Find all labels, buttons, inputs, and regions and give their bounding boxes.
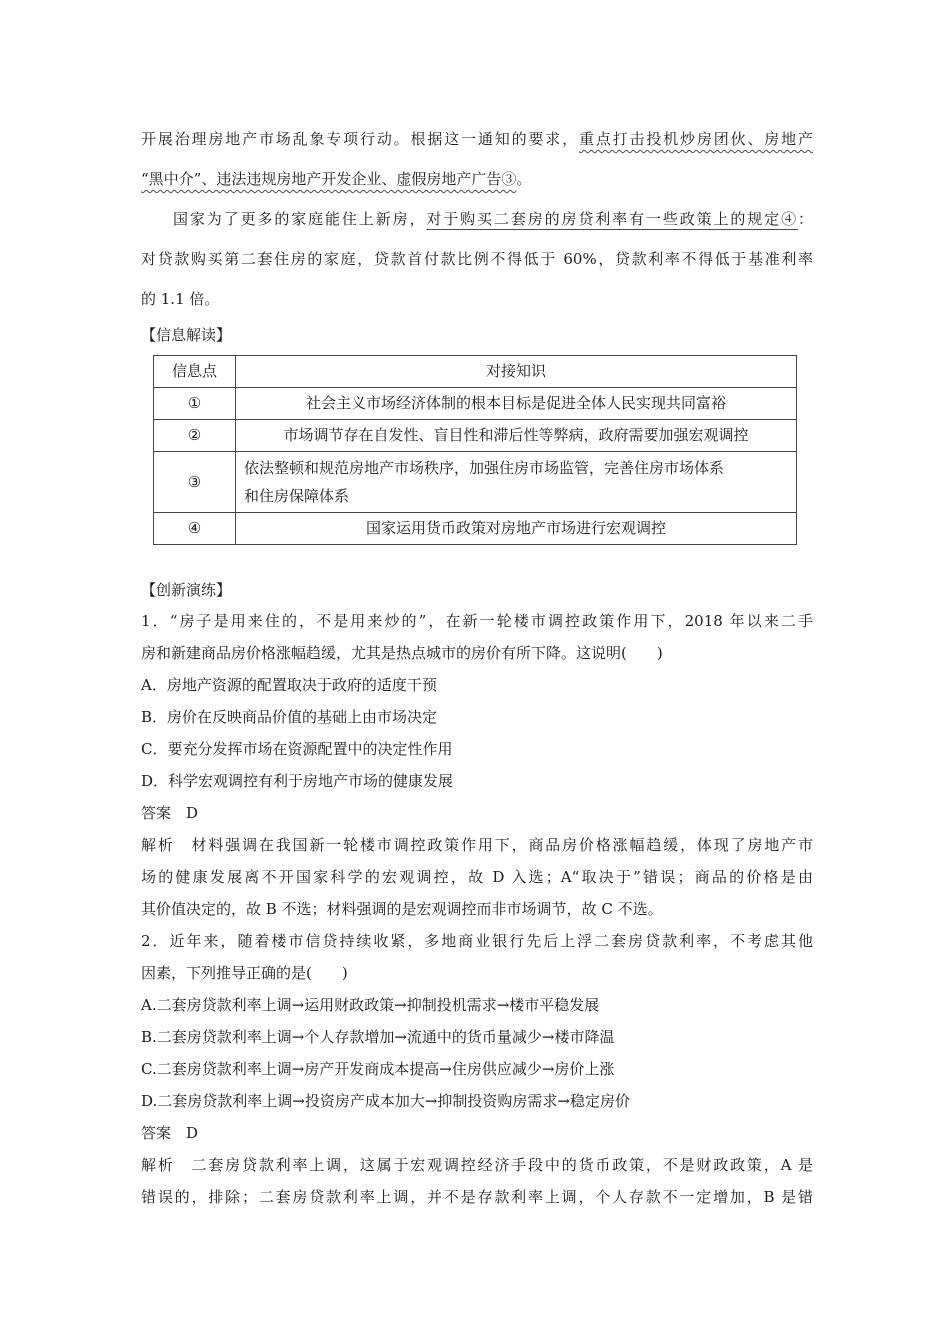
knowledge-line: 依法整顿和规范房地产市场秩序，加强住房市场监管，完善住房市场体系 bbox=[244, 459, 725, 477]
q2-answer: 答案 D bbox=[141, 1124, 199, 1142]
underlined-text: 对于购买二套房的房贷利率有一些政策上的规定④ bbox=[426, 210, 798, 228]
info-section-title: 【信息解读】 bbox=[141, 326, 232, 344]
info-point-cell: ③ bbox=[154, 452, 236, 513]
passage-text: ： bbox=[797, 210, 813, 228]
q1-option-b: B．房价在反映商品价值的基础上由市场决定 bbox=[141, 708, 438, 726]
knowledge-cell: 市场调节存在自发性、盲目性和滞后性等弊病，政府需要加强宏观调控 bbox=[236, 420, 797, 452]
q2-option-d: D.二套房贷款利率上调→投资房产成本加大→抑制投资购房需求→稳定房价 bbox=[141, 1092, 630, 1110]
passage-text: 。 bbox=[516, 170, 532, 188]
q1-option-d: D．科学宏观调控有利于房地产市场的健康发展 bbox=[141, 772, 454, 790]
q1-analysis-line-2: 场的健康发展离不开国家科学的宏观调控，故 D 入选；A“取决于”错误；商品的价格是由 bbox=[141, 868, 813, 886]
info-point-cell: ④ bbox=[154, 513, 236, 545]
info-point-cell: ② bbox=[154, 420, 236, 452]
wavy-underlined-text: “黑中介”、违法违规房地产开发企业、虚假房地产广告③ bbox=[141, 170, 517, 188]
passage-line-1 bbox=[141, 128, 813, 150]
table-row bbox=[154, 513, 797, 545]
practice-section-title: 【创新演练】 bbox=[141, 581, 232, 599]
passage-line-4: 对贷款购买第二套住房的家庭，贷款首付款比例不得低于 60%，贷款利率不得低于基准利率 bbox=[141, 250, 813, 268]
table-row bbox=[154, 452, 797, 513]
header-knowledge: 对接知识 bbox=[236, 356, 797, 388]
q2-option-b: B.二套房贷款利率上调→个人存款增加→流通中的货币量减少→楼市降温 bbox=[141, 1028, 615, 1046]
knowledge-cell: 国家运用货币政策对房地产市场进行宏观调控 bbox=[236, 513, 797, 545]
q2-stem-line-2: 因素，下列推导正确的是( ) bbox=[141, 964, 348, 982]
info-table bbox=[153, 355, 797, 545]
q2-stem-line-1: 2．近年来，随着楼市信贷持续收紧，多地商业银行先后上浮二套房贷款利率，不考虑其他 bbox=[141, 932, 813, 950]
q1-analysis-line-1: 解析 材料强调在我国新一轮楼市调控政策作用下，商品房价格涨幅趋缓，体现了房地产市 bbox=[141, 836, 813, 854]
knowledge-cell: 社会主义市场经济体制的根本目标是促进全体人民实现共同富裕 bbox=[236, 388, 797, 420]
q1-option-c: C．要充分发挥市场在资源配置中的决定性作用 bbox=[141, 740, 453, 758]
knowledge-cell bbox=[236, 452, 797, 513]
q2-option-c: C.二套房贷款利率上调→房产开发商成本提高→住房供应减少→房价上涨 bbox=[141, 1060, 615, 1078]
q1-stem-line-2: 房和新建商品房价格涨幅趋缓，尤其是热点城市的房价有所下降。这说明( ) bbox=[141, 644, 663, 662]
table-row bbox=[154, 420, 797, 452]
header-info-point: 信息点 bbox=[154, 356, 236, 388]
passage-text: 开展治理房地产市场乱象专项行动。根据这一通知的要求， bbox=[141, 130, 579, 148]
q2-option-a: A.二套房贷款利率上调→运用财政政策→抑制投机需求→楼市平稳发展 bbox=[141, 996, 600, 1014]
info-point-cell: ① bbox=[154, 388, 236, 420]
q1-option-a: A．房地产资源的配置取决于政府的适度干预 bbox=[141, 676, 437, 694]
q1-analysis-line-3: 其价值决定的，故 B 不选；材料强调的是宏观调控而非市场调节，故 C 不选。 bbox=[141, 900, 663, 918]
wavy-underlined-text: 重点打击投机炒房团伙、房地产 bbox=[578, 130, 813, 148]
passage-line-5: 的 1.1 倍。 bbox=[141, 290, 220, 308]
passage-text: 国家为了更多的家庭能住上新房， bbox=[173, 210, 427, 228]
knowledge-line: 和住房保障体系 bbox=[244, 487, 350, 505]
q2-analysis-line-1: 解析 二套房贷款利率上调，这属于宏观调控经济手段中的货币政策，不是财政政策，A 是 bbox=[141, 1156, 813, 1174]
q1-stem-line-1: 1．“房子是用来住的，不是用来炒的”，在新一轮楼市调控政策作用下，2018 年以来二手 bbox=[141, 612, 813, 630]
q1-answer: 答案 D bbox=[141, 804, 199, 822]
passage-line-2 bbox=[141, 168, 813, 190]
table-header-row bbox=[154, 356, 797, 388]
passage-line-3 bbox=[173, 208, 813, 230]
table-row bbox=[154, 388, 797, 420]
q2-analysis-line-2: 错误的，排除；二套房贷款利率上调，并不是存款利率上调，个人存款不一定增加，B 是错 bbox=[141, 1188, 813, 1206]
